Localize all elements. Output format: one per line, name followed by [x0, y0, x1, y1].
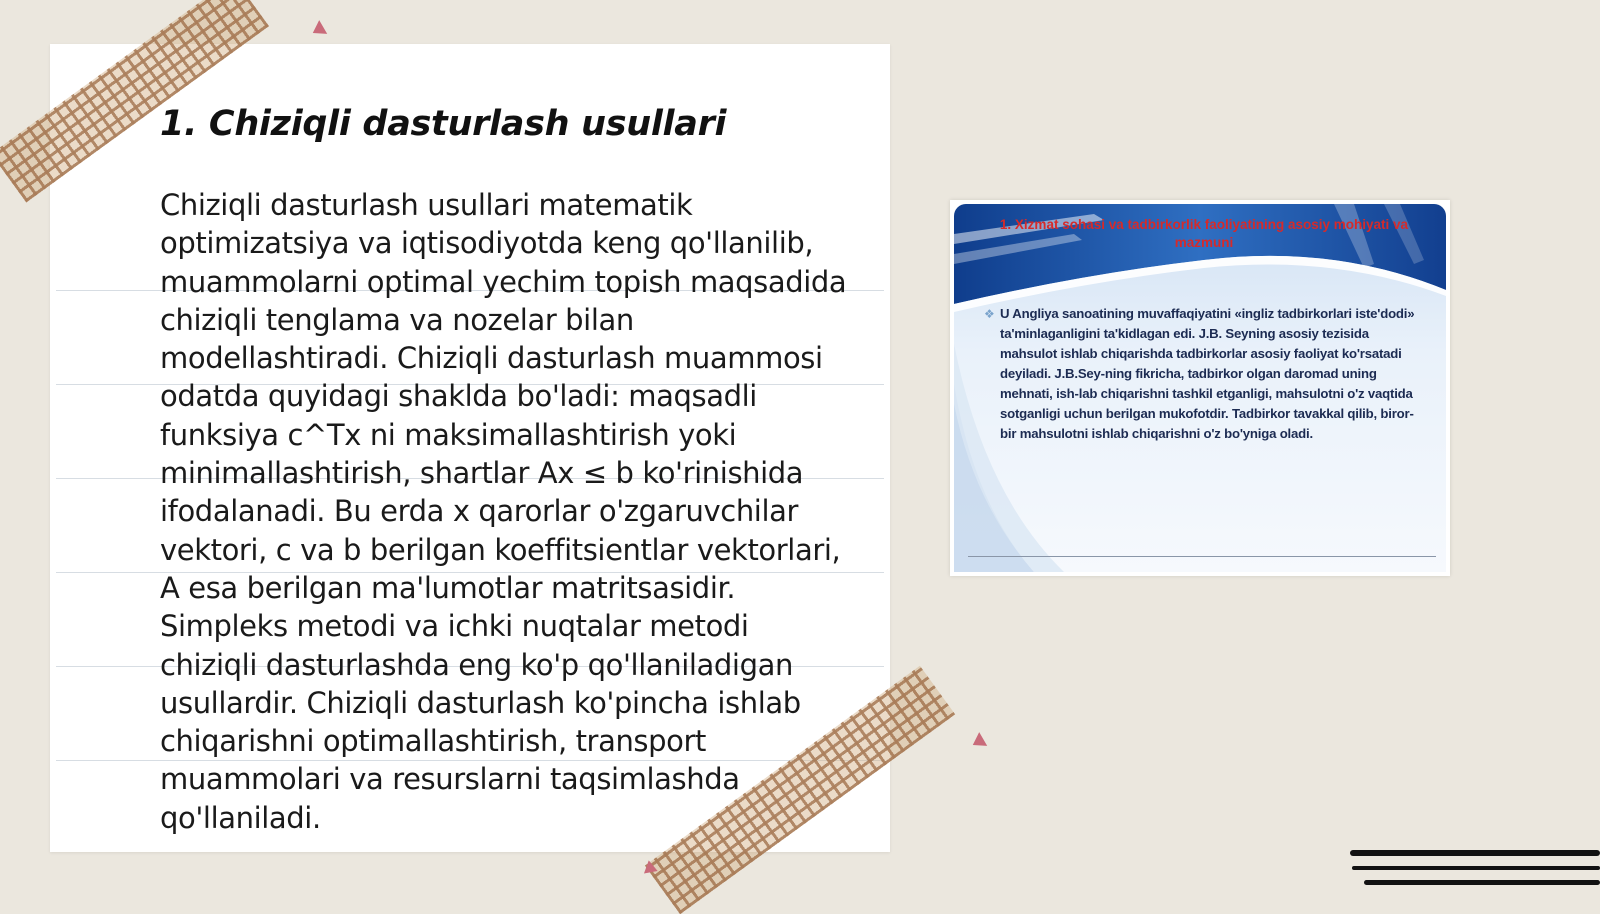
slide-content [954, 204, 1446, 572]
slide-image [950, 200, 1450, 576]
brush-stroke [1352, 866, 1600, 870]
diamond-bullet-icon: ❖ [984, 307, 995, 321]
slide-title: 1. Xizmat sohasi va tadbirkorlik faoliyatining asosiy mohiyati va mazmuni [999, 217, 1409, 250]
body-paragraph: Chiziqli dasturlash usullari matematik optimizatsiya va iqtisodiyotda keng qo'llanilib, muammolarni optimal yechim topish maqsadida chiziqli tenglama va nozelar bilan modellashtiradi. Chiziqli dasturlash muammosi odatda quyidagi shaklda bo'ladi: maqsadli funksiya c^Tx ni maksimallashtirish yoki minimallashtirish, shartlar Ax ≤ b ko'rinishida ifodalanadi. Bu erda x qarorlar o'zgaruvchilar vektori, c va b berilgan koeffitsientlar vektorlari, A esa berilgan ma'lumotlar matritsasidir. Simpleks metodi va ichki nuqtalar metodi chiziqli dasturlashda eng ko'p qo'llaniladigan usullardir. Chiziqli dasturlash ko'pincha ishlab chiqarishni optimallashtirish, transport muammolari va resurslarni taqsimlashda qo'llaniladi. [160, 188, 847, 835]
slide-text: U Angliya sanoatining muvaffaqiyatini «ingliz tadbirkorlari iste'dodi» ta'minlaganligini ta'kidlagan edi. J.B. Seyning asosiy tezisida mahsulot ishlab chiqarishda tadbirkorlar asosiy faoliyat ko'rsatadi deyiladi. J.B.Sey-ning fikricha, tadbirkor olgan daromad uning mehnati, ish-lab chiqarishni tashkil etganligi, mahsulotni o'z vaqtida sotganligi uchun berilgan mukofotdir. Tadbirkor tavakkal qilib, biror-bir mahsulotni ishlab chiqarishni o'z bo'yniga oladi. [1000, 306, 1415, 441]
brush-stroke [1364, 880, 1600, 885]
brush-stroke [1350, 850, 1600, 856]
slide-divider [968, 556, 1436, 557]
page-title: 1. Chiziqli dasturlash usullari [160, 104, 727, 144]
